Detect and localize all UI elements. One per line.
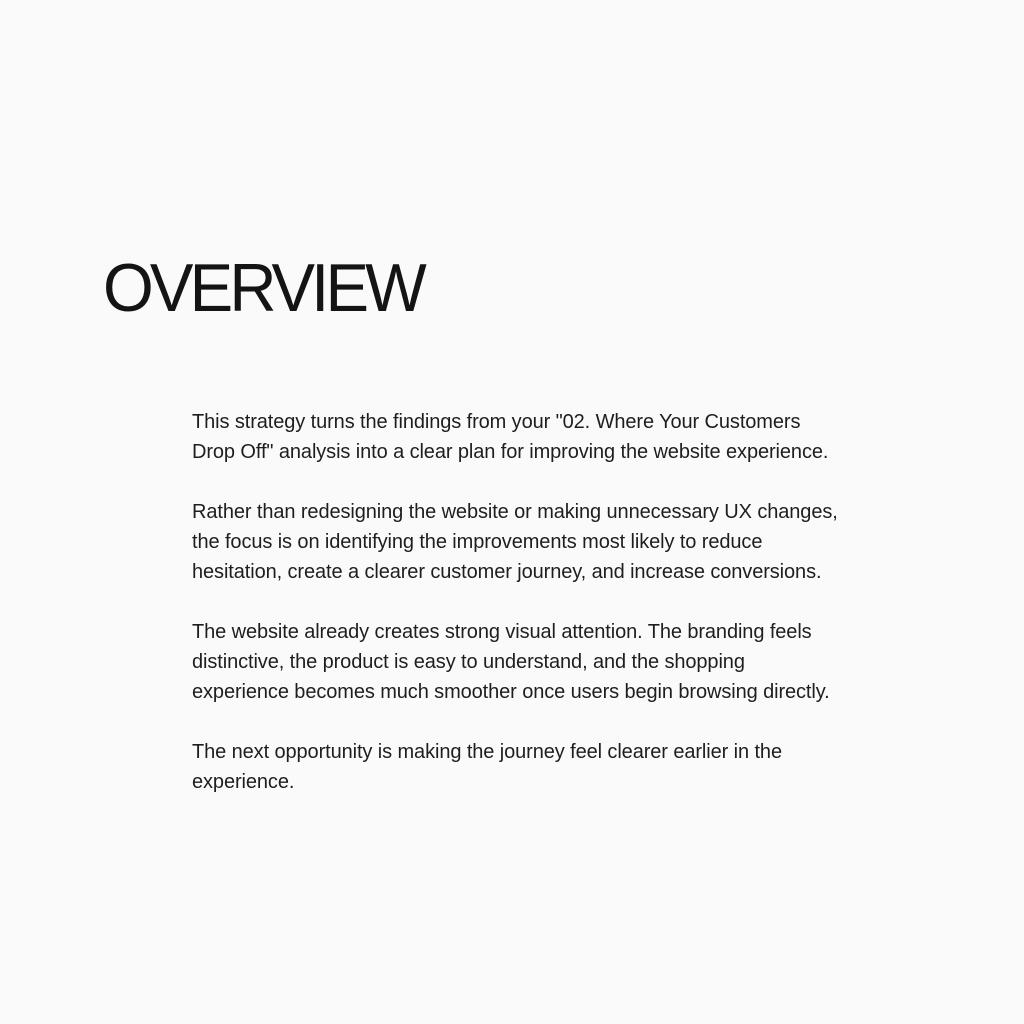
page-title: OVERVIEW bbox=[103, 250, 423, 326]
paragraph-strengths: The website already creates strong visual attention. The branding feels distinctive, the product is easy to understand, and the shopping experience becomes much smoother once users begin browsing directly. bbox=[192, 621, 830, 703]
paragraph-focus: Rather than redesigning the website or making unnecessary UX changes, the focus is on identifying the improvements most likely to reduce hesitation, create a clearer customer journey, and increase conversions. bbox=[192, 501, 838, 583]
paragraph-opportunity: The next opportunity is making the journey feel clearer earlier in the experience. bbox=[192, 741, 782, 793]
paragraph-intro: This strategy turns the findings from your "02. Where Your Customers Drop Off" analysis into a clear plan for improving the website experience. bbox=[192, 411, 829, 463]
overview-body bbox=[192, 407, 842, 797]
